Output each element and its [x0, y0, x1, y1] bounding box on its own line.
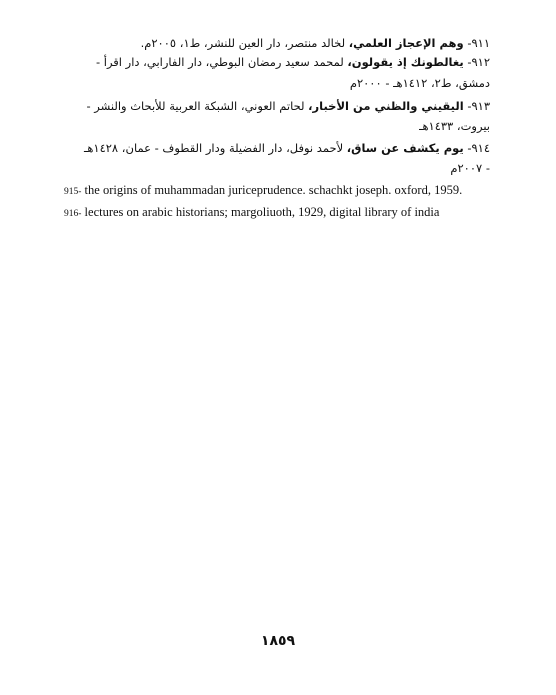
bibliography-entry-913: [60, 99, 490, 113]
entry-number: ٩١١-: [467, 36, 490, 50]
entry-details: لأحمد نوفل، دار الفضيلة ودار القطوف - عمان، ١٤٢٨هـ: [83, 141, 344, 155]
entry-details: لخالد منتصر، دار العين للنشر، ط١، ٢٠٠٥م.: [140, 36, 346, 50]
bibliography-entry-912: [60, 55, 490, 69]
bibliography-entry-914: [60, 141, 490, 155]
entry-title: وهم الإعجاز العلمي،: [348, 36, 464, 50]
bibliography-entry-914-continued: [60, 161, 490, 175]
page-number: ١٨٥٩: [260, 633, 296, 649]
entry-details-continued: دمشق، ط٢، ١٤١٢هـ - ٢٠٠٠م: [349, 76, 490, 90]
entry-details-continued: بيروت، ١٤٣٣هـ: [419, 119, 490, 133]
bibliography-entry-913-continued: [60, 119, 490, 133]
bibliography-entry-912-continued: [60, 76, 490, 90]
bibliography-entry-911: [60, 36, 490, 50]
entry-details: لمحمد سعيد رمضان البوطي، دار الفارابي، دار اقرأ -: [95, 55, 344, 69]
entry-number: ٩١٤-: [467, 141, 490, 155]
entry-details-continued: - ٢٠٠٧م: [450, 161, 490, 175]
entry-details: لحاتم العوني، الشبكة العربية للأبحاث والنشر -: [86, 99, 305, 113]
entry-title: يغالطونك إذ يقولون،: [347, 55, 464, 69]
entry-number: 915-: [64, 187, 82, 197]
entry-number: 916-: [64, 209, 82, 219]
entry-text: the origins of muhammadan juriceprudence. schachkt joseph. oxford, 1959.: [84, 183, 463, 197]
entry-title: يوم يكشف عن ساق،: [346, 141, 464, 155]
bibliography-entry-916: [64, 205, 504, 222]
entry-number: ٩١٢-: [467, 55, 490, 69]
bibliography-entry-915: [64, 183, 504, 200]
entry-number: ٩١٣-: [467, 99, 490, 113]
entry-text: lectures on arabic historians; margoliuoth, 1929, digital library of india: [84, 205, 440, 219]
entry-title: اليقيني والظني من الأخبار،: [308, 99, 464, 113]
